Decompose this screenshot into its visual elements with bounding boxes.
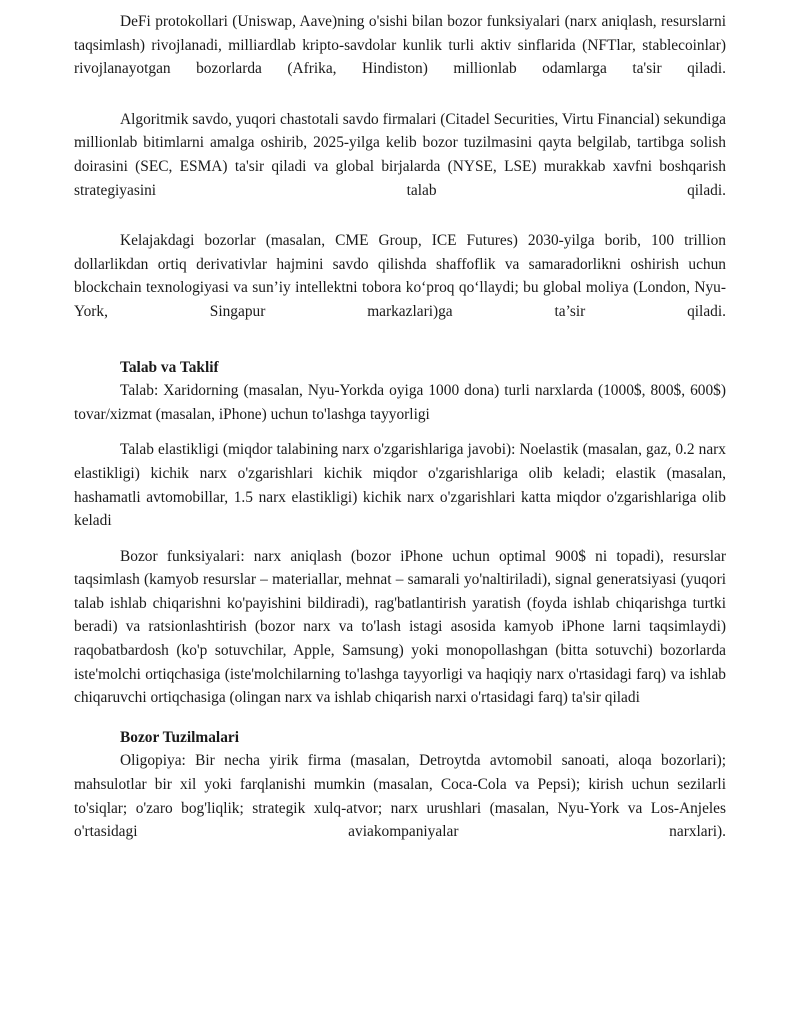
paragraph-demand: Talab: Xaridorning (masalan, Nyu-Yorkda oyiga 1000 dona) turli narxlarda (1000$, 800$, 600$) tovar/xizmat (masalan, iPhone) uchun to'lashga tayyorligi [74, 382, 726, 423]
paragraph-defi: DeFi protokollari (Uniswap, Aave)ning o'sishi bilan bozor funksiyalari (narx aniqlash, resurslarni taqsimlash) rivojlanadi, milliardlab kripto-savdolar kunlik turli aktiv sinflarida (NFTlar, stablecoinlar) rivojlanayotgan bozorlarda (Afrika, Hindiston) millionlab odamlarga ta'sir qiladi. [74, 13, 726, 78]
paragraph-algorithmic-trading: Algoritmik savdo, yuqori chastotali savdo firmalari (Citadel Securities, Virtu Financial) sekundiga millionlab bitimlarni amalga oshirib, 2025-yilga kelib bozor tuzilmasini qayta belgilab, tartibga solish doirasini (SEC, ESMA) ta'sir qiladi va global birjalarda (NYSE, LSE) murakkab xavfni boshqarish strategiyasini talab qiladi. [74, 110, 726, 199]
heading-supply-demand: Talab va Taklif [120, 358, 219, 376]
paragraph-elasticity: Talab elastikligi (miqdor talabining narx o'zgarishlariga javobi): Noelastik (masalan, gaz, 0.2 narx elastikligi) kichik narx o'zgarishlari kichik miqdor o'zgarishlariga olib keladi; elastik (masalan, hashamatli avtomobillar, 1.5 narx elastikligi) kichik narx o'zgarishlari katta miqdor o'zgarishlariga olib keladi [74, 441, 726, 530]
paragraph-market-functions: Bozor funksiyalari: narx aniqlash (bozor iPhone uchun optimal 900$ ni topadi), resurslar taqsimlash (kamyob resurslar – materiallar, mehnat – samarali yo'naltiriladi), signal generatsiyasi (yuqori talab ishlab chiqarishni ko'payishini bildiradi), rag'batlantirish yaratish (foyda ishlab chiqarishga turtki beradi) va ratsionlashtirish (bozor narx va to'lash istagi asosida kamyob iPhone larni taqsimlaydi) raqobatbardosh (ko'p sotuvchilar, Apple, Samsung) yoki monopollashgan (bitta sotuvchi) bozorlarda iste'molchi ortiqchasiga (iste'molchilarning to'lashga tayyorligi va haqiqiy narx o'rtasidagi farq) va ishlab chiqaruvchi ortiqchasiga (olingan narx va ishlab chiqarish narxi o'rtasidagi farq) ta'sir qiladi [74, 547, 726, 707]
paragraph-oligopoly: Oligopiya: Bir necha yirik firma (masalan, Detroytda avtomobil sanoati, aloqa bozorlari); mahsulotlar bir xil yoki farqlanishi mumkin (masalan, Coca-Cola va Pepsi); kirish uchun sezilarli to'siqlar; o'zaro bog'liqlik; strategik xulq-atvor; narx urushlari (masalan, Nyu-York va Los-Anjeles o'rtasidagi aviakompaniyalar narxlari). [74, 752, 726, 841]
heading-market-structures: Bozor Tuzilmalari [120, 728, 239, 746]
paragraph-future-markets: Kelajakdagi bozorlar (masalan, CME Group, ICE Futures) 2030-yilga borib, 100 trillion dollarlikdan ortiq derivativlar hajmini savdo qilishda shaffoflik va samaradorlikni oshirish uchun blockchain texnologiyasi va sun’iy intellektni tobora ko‘proq qo‘llaydi; bu global moliya (London, Nyu-York, Singapur markazlari)ga ta’sir qiladi. [74, 232, 726, 320]
document-page [74, 10, 726, 844]
